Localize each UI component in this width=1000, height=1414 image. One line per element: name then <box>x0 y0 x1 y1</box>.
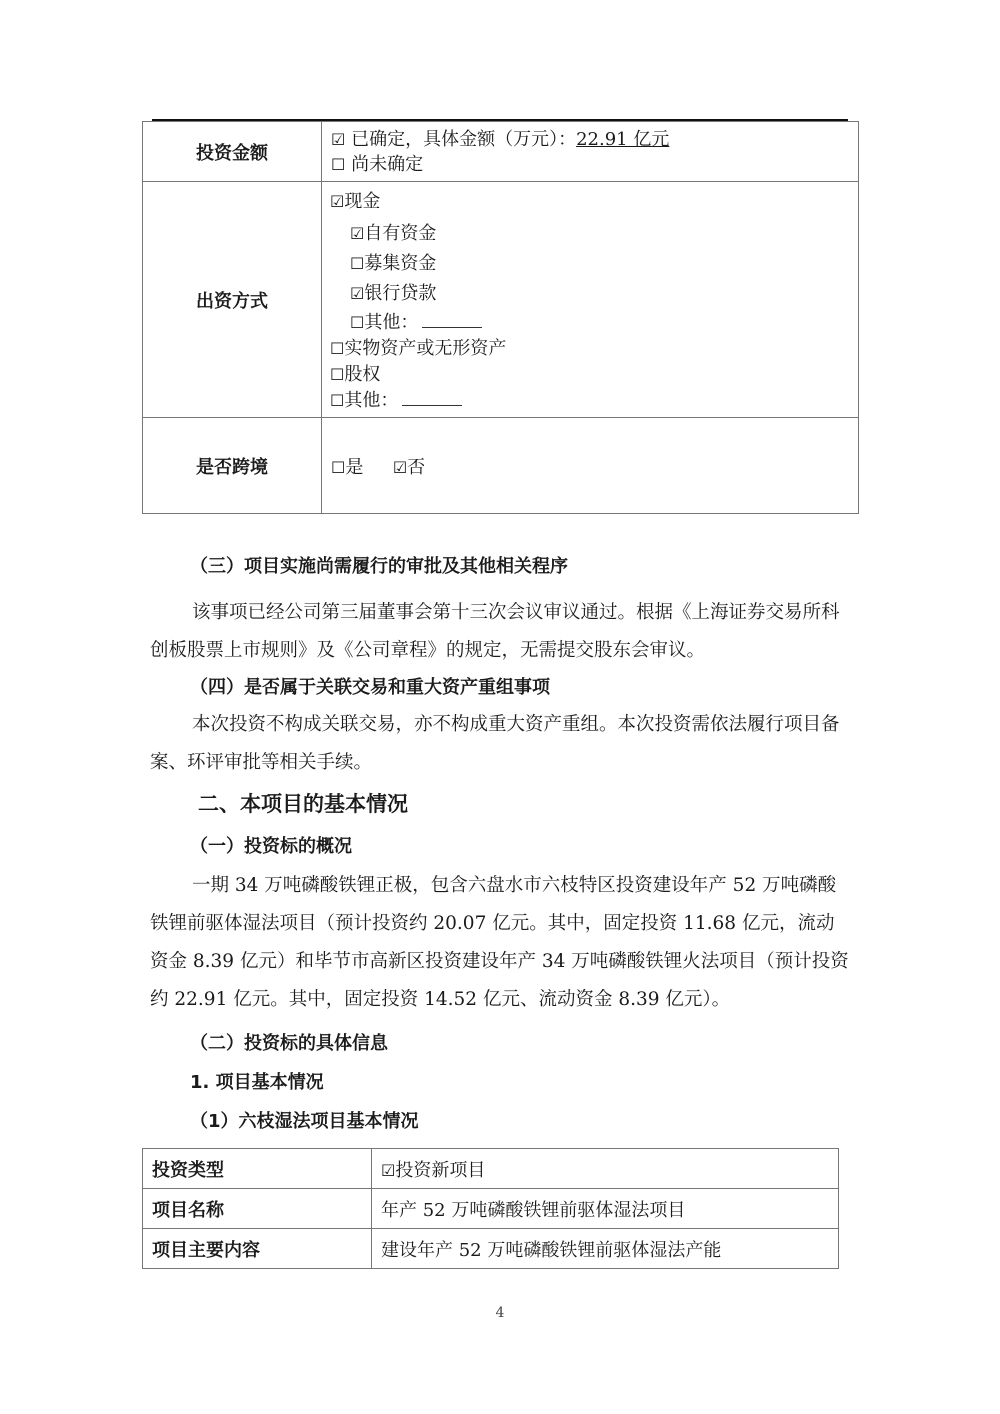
table-row <box>143 418 859 514</box>
page-number: 4 <box>495 1305 505 1321</box>
investment-type-value: 投资新项目 <box>395 1159 486 1181</box>
blank-field[interactable] <box>402 391 462 406</box>
subsection-1-title: （一）投资标的概况 <box>190 836 352 857</box>
option-undetermined: ☐ 尚未确定 <box>331 153 424 175</box>
option-cash: ☑现金 <box>330 191 381 212</box>
option-yes: 是 <box>345 456 364 478</box>
label-project-content: 项目主要内容 <box>143 1229 372 1269</box>
checkbox-checked-icon[interactable]: ☑ <box>331 129 346 149</box>
label-project-name: 项目名称 <box>143 1189 372 1229</box>
project-name-value: 年产 52 万吨磷酸铁锂前驱体湿法项目 <box>372 1189 839 1229</box>
subsection-2-title: （二）投资标的具体信息 <box>190 1033 388 1054</box>
checkbox-unchecked-icon[interactable]: ☐ <box>330 391 345 410</box>
blank-field[interactable] <box>422 313 482 328</box>
checkbox-unchecked-icon[interactable]: ☐ <box>331 457 346 477</box>
option-other: ☐其他： <box>330 388 857 414</box>
table-row <box>143 182 859 418</box>
checkbox-unchecked-icon[interactable]: ☐ <box>350 254 365 273</box>
label-investment-type: 投资类型 <box>143 1149 372 1189</box>
section-4-title: （四）是否属于关联交易和重大资产重组事项 <box>190 677 550 698</box>
option-cash-other: ☐其他： <box>330 309 857 336</box>
option-own-funds: ☑自有资金 <box>350 223 437 244</box>
subsection-2-item-1: 1. 项目基本情况 <box>190 1072 324 1093</box>
project-basic-info-table <box>142 1148 839 1269</box>
checkbox-checked-icon[interactable]: ☑ <box>330 192 345 211</box>
checkbox-unchecked-icon[interactable]: ☐ <box>331 154 346 174</box>
table-row <box>143 1229 839 1269</box>
option-determined: ☑ 已确定，具体金额（万元）：22.91 亿元 <box>331 128 670 150</box>
option-physical-assets: ☐实物资产或无形资产 <box>330 338 507 359</box>
subsection-2-item-1-1: （1）六枝湿法项目基本情况 <box>190 1111 419 1132</box>
amount-value: 22.91 亿元 <box>576 128 670 150</box>
option-raised-funds: ☐募集资金 <box>350 253 437 274</box>
checkbox-unchecked-icon[interactable]: ☐ <box>330 365 345 384</box>
option-equity: ☐股权 <box>330 364 381 385</box>
option-bank-loan: ☑银行贷款 <box>350 283 437 304</box>
table-row <box>143 122 859 182</box>
checkbox-checked-icon[interactable]: ☑ <box>350 224 365 243</box>
checkbox-checked-icon[interactable]: ☑ <box>381 1160 396 1180</box>
project-content-value: 建设年产 52 万吨磷酸铁锂前驱体湿法产能 <box>372 1229 839 1269</box>
section-4-body: 本次投资不构成关联交易，亦不构成重大资产重组。本次投资需依法履行项目备案、环评审批等相关手续。 <box>150 714 840 773</box>
label-cross-border: 是否跨境 <box>143 418 322 514</box>
section-3-body: 该事项已经公司第三届董事会第十三次会议审议通过。根据《上海证券交易所科创板股票上市规则》及《公司章程》的规定，无需提交股东会审议。 <box>150 602 840 661</box>
part-2-title: 二、本项目的基本情况 <box>198 792 408 816</box>
table-row <box>143 1149 839 1189</box>
checkbox-checked-icon[interactable]: ☑ <box>392 457 408 477</box>
checkbox-unchecked-icon[interactable]: ☐ <box>350 313 365 332</box>
investment-table <box>142 121 859 514</box>
label-investment-amount: 投资金额 <box>143 122 322 182</box>
checkbox-checked-icon[interactable]: ☑ <box>350 284 365 303</box>
label-funding-method: 出资方式 <box>143 182 322 418</box>
section-3-title: （三）项目实施尚需履行的审批及其他相关程序 <box>190 556 568 577</box>
table-row <box>143 1189 839 1229</box>
option-no: 否 <box>407 456 426 478</box>
checkbox-unchecked-icon[interactable]: ☐ <box>330 339 345 358</box>
subsection-1-body: 一期 34 万吨磷酸铁锂正极，包含六盘水市六枝特区投资建设年产 52 万吨磷酸铁锂前驱体湿法项目（预计投资约 20.07 亿元。其中，固定投资 11.68 亿元，流动资金 8.39 亿元）和毕节市高新区投资建设年产 34 万吨磷酸铁锂火法项目（预计投资约 22.91 亿元。其中，固定投资 14.52 亿元、流动资金 8.39 亿元）。 <box>150 875 849 1010</box>
